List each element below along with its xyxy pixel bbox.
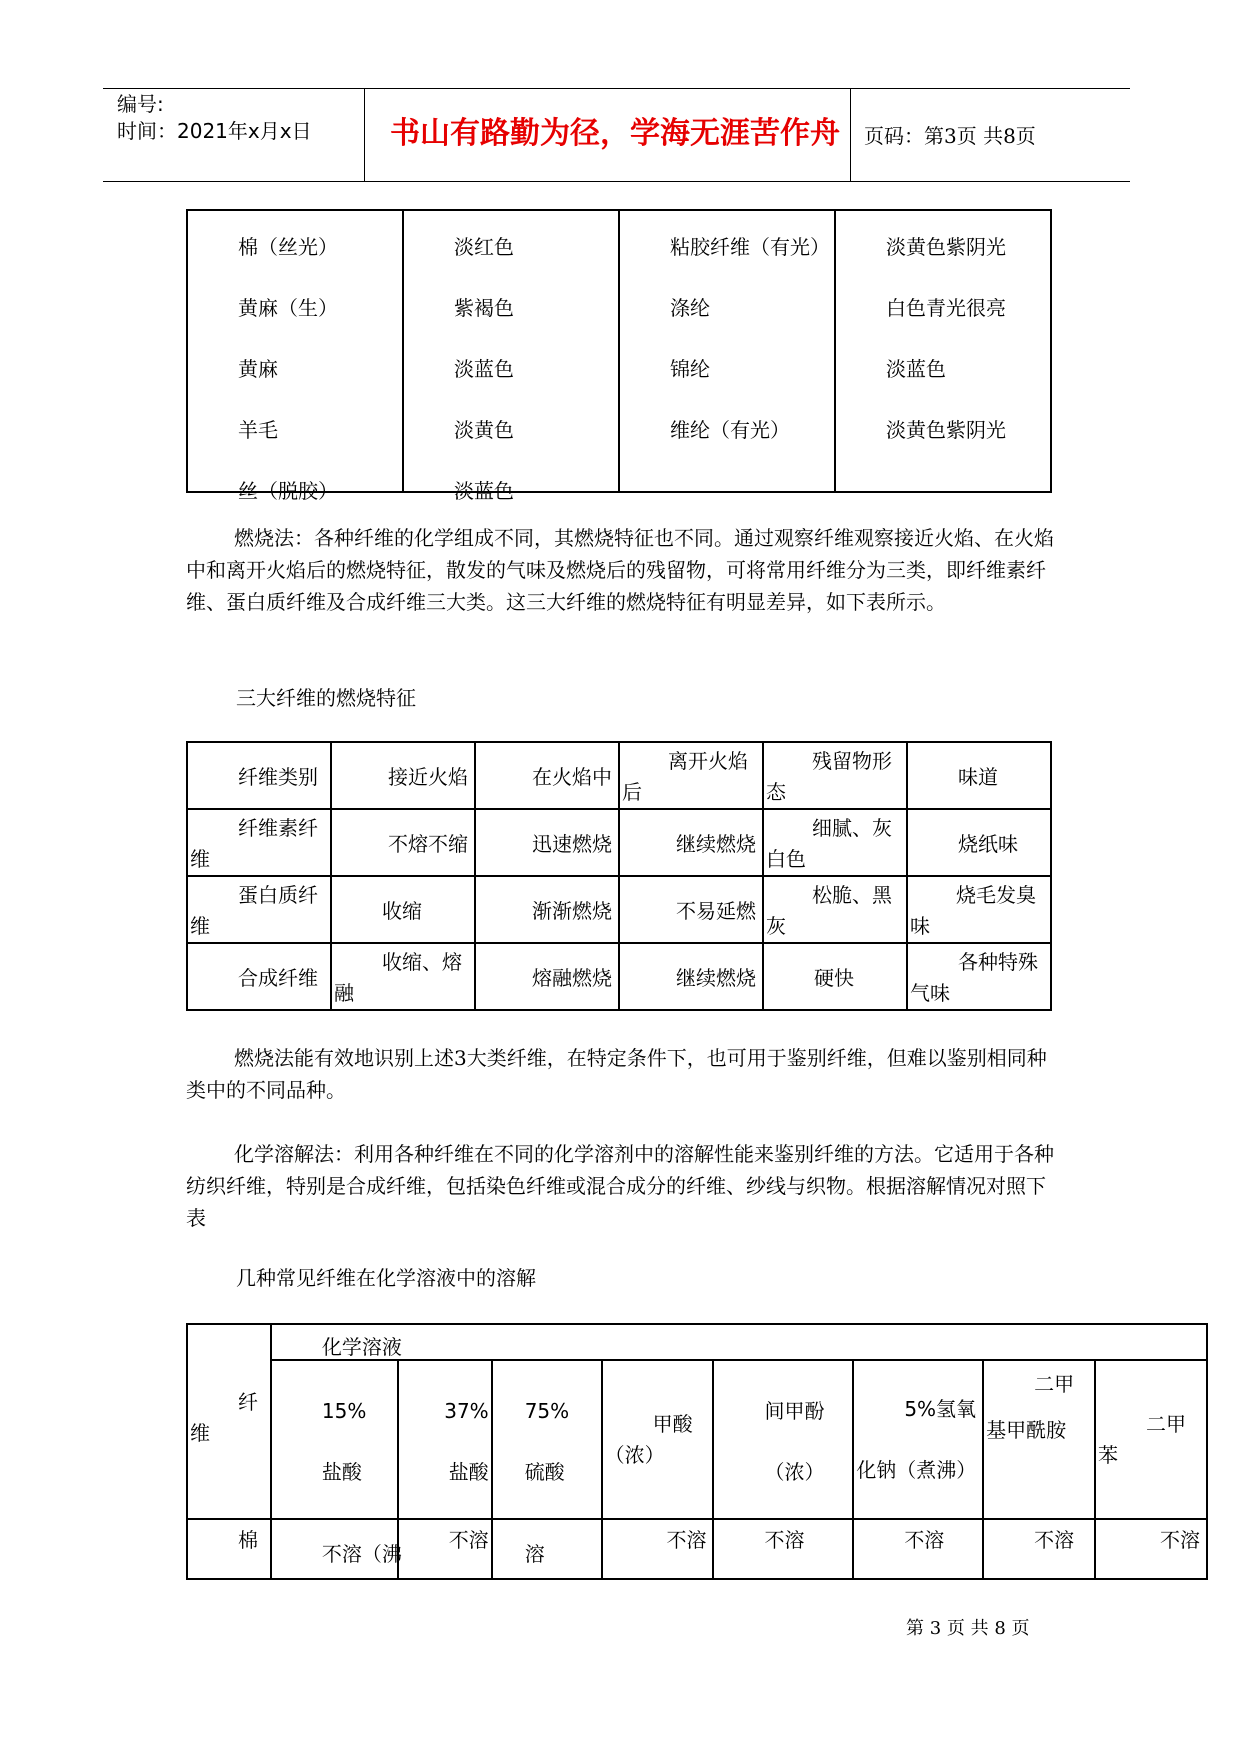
cell-text: 不溶 (764, 1528, 805, 1552)
table-cell (619, 809, 763, 876)
list-item: 淡红色 (454, 235, 514, 259)
paragraph-combustion-summary-text: 燃烧法能有效地识别上述3大类纤维，在特定条件下，也可用于鉴别纤维，但难以鉴别相同种类中的不同品种。 (186, 1046, 1047, 1102)
cell-text: 硬快 (814, 966, 854, 990)
list-item: 淡黄色紫阴光 (886, 235, 1006, 259)
table-header-cell (763, 742, 907, 809)
fluorescence-col3-list (670, 217, 830, 461)
cell-text: 棉 (238, 1528, 258, 1552)
table-cell (331, 809, 475, 876)
header-text: 接近火焰 (388, 765, 468, 789)
table-cell (331, 943, 475, 1010)
table-row (187, 1519, 1207, 1579)
solution-group-text: 化学溶液 (321, 1335, 402, 1359)
table-cell (853, 1519, 983, 1579)
solubility-table (186, 1323, 1208, 1580)
solution-text: 二甲苯 (1098, 1412, 1187, 1467)
cell-text: 继续燃烧 (676, 966, 756, 990)
table-header-row (187, 742, 1051, 809)
list-item: 粘胶纤维（有光） (670, 235, 830, 259)
cell-text: 细腻、灰白色 (766, 816, 892, 871)
list-item: 淡蓝色 (454, 357, 514, 381)
cell-text: 烧纸味 (958, 832, 1018, 856)
table-cell (475, 943, 619, 1010)
solution-header-cell (1095, 1360, 1207, 1519)
fluorescence-cell-col3 (619, 210, 835, 492)
solution-text: 二甲基甲酰胺 (986, 1372, 1075, 1442)
table-header-row (187, 1360, 1207, 1519)
table-cell (713, 1519, 853, 1579)
fluorescence-table (186, 209, 1052, 503)
header-text: 残留物形态 (766, 749, 892, 804)
table-header-cell (907, 742, 1051, 809)
table-cell (1095, 1519, 1207, 1579)
table-cell (619, 876, 763, 943)
table-cell (763, 876, 907, 943)
header-divider-right (850, 88, 851, 181)
cell-text: 收缩、熔融 (334, 950, 462, 1005)
list-item: 紫褐色 (454, 296, 514, 320)
solution-header-cell (853, 1360, 983, 1519)
table-header-cell (331, 742, 475, 809)
list-item: 丝（脱胶） (238, 479, 338, 503)
cell-text: 渐渐燃烧 (532, 899, 612, 923)
cell-text: 熔融燃烧 (532, 966, 612, 990)
paragraph-chemical (186, 1138, 1054, 1234)
table2-title: 三大纤维的燃烧特征 (236, 686, 416, 710)
list-item: 淡蓝色 (454, 479, 514, 503)
cell-text: 不溶 (448, 1528, 489, 1552)
paragraph-combustion (186, 522, 1054, 618)
table-cell (187, 943, 331, 1010)
cell-text: 继续燃烧 (676, 832, 756, 856)
header-time-label: 时间：2021年x月x日 (117, 119, 312, 143)
list-item: 淡蓝色 (886, 357, 946, 381)
list-item: 淡黄色 (454, 418, 514, 442)
cell-text: 溶 (524, 1542, 545, 1566)
header-text: 纤维类别 (238, 765, 318, 789)
header-top-rule (103, 88, 1130, 89)
table-cell (331, 876, 475, 943)
cell-text: 合成纤维 (238, 966, 318, 990)
list-item: 淡黄色紫阴光 (886, 418, 1006, 442)
list-item: 棉（丝光） (238, 235, 338, 259)
cell-text: 不易延燃 (676, 899, 756, 923)
table-header-cell (475, 742, 619, 809)
solution-header-cell (271, 1360, 398, 1519)
cell-text: 纤维素纤维 (190, 816, 318, 871)
fluorescence-col2-list (454, 217, 514, 522)
fluorescence-cell-col1 (187, 210, 403, 503)
table-cell (398, 1519, 492, 1579)
page-footer: 第 3 页 共 8 页 (906, 1618, 1030, 1639)
table-cell (492, 1519, 602, 1579)
table-cell (271, 1519, 402, 1579)
solution-header-cell (492, 1360, 602, 1519)
list-item: 涤纶 (670, 296, 710, 320)
fluorescence-col1-list (238, 217, 338, 522)
list-item: 维纶（有光） (670, 418, 790, 442)
cell-text: 烧毛发臭味 (910, 883, 1036, 938)
header-text: 味道 (958, 765, 998, 789)
header-motto: 书山有路勤为径，学海无涯苦作舟 (390, 116, 840, 151)
cell-text: 各种特殊气味 (910, 950, 1038, 1005)
solution-header-cell (602, 1360, 714, 1519)
solution-header-cell (713, 1360, 853, 1519)
table-row (187, 809, 1051, 876)
table-cell (602, 1519, 714, 1579)
fiber-header-cell (187, 1324, 271, 1519)
solution-text: 37%盐酸 (444, 1399, 489, 1484)
list-item: 白色青光很亮 (886, 296, 1006, 320)
table-cell (475, 876, 619, 943)
table-cell (763, 943, 907, 1010)
header-number-label: 编号: (117, 92, 164, 116)
solution-header-cell (983, 1360, 1095, 1519)
list-item: 锦纶 (670, 357, 710, 381)
header-text: 在火焰中 (532, 765, 612, 789)
table-cell (907, 943, 1051, 1010)
table-header-row (187, 1324, 1207, 1360)
fiber-header-text: 纤维 (190, 1390, 258, 1445)
table-cell (907, 876, 1051, 943)
cell-text: 不溶 (666, 1528, 707, 1552)
table-row (187, 876, 1051, 943)
table-cell (187, 809, 331, 876)
table-cell (619, 943, 763, 1010)
cell-text: 不溶 (1034, 1528, 1075, 1552)
solution-header-cell (398, 1360, 492, 1519)
cell-text: 不溶 (904, 1528, 945, 1552)
cell-text: 不溶（沸 (321, 1542, 402, 1566)
solution-text: 15%盐酸 (321, 1399, 367, 1484)
cell-text: 不熔不缩 (388, 832, 468, 856)
table-row (187, 943, 1051, 1010)
solution-text: 5%氢氧化钠（煮沸） (856, 1397, 977, 1482)
header-divider-left (364, 88, 365, 181)
header-page-label: 页码：第3页 共8页 (864, 124, 1036, 148)
fiber-cell (187, 1519, 271, 1579)
cell-text: 不溶 (1160, 1528, 1200, 1552)
list-item: 黄麻（生） (238, 296, 338, 320)
paragraph-combustion-summary (186, 1042, 1054, 1106)
solution-text: 间甲酚（浓） (764, 1399, 825, 1484)
cell-text: 蛋白质纤维 (190, 883, 318, 938)
header-text: 离开火焰后 (622, 749, 748, 804)
fluorescence-col4-list (886, 217, 1006, 461)
fluorescence-cell-col4 (835, 210, 1051, 492)
table3-title: 几种常见纤维在化学溶液中的溶解 (236, 1266, 536, 1290)
table-row (187, 210, 1051, 492)
solution-group-header (271, 1324, 1207, 1360)
table-cell (983, 1519, 1095, 1579)
header-bottom-rule (103, 181, 1130, 182)
cell-text: 松脆、黑灰 (766, 883, 892, 938)
cell-text: 收缩 (382, 899, 422, 923)
solution-text: 75%硫酸 (524, 1399, 570, 1484)
table-cell (475, 809, 619, 876)
combustion-table (186, 741, 1052, 1011)
fluorescence-cell-col2 (403, 210, 619, 503)
table-cell (907, 809, 1051, 876)
table-header-cell (187, 742, 331, 809)
list-item: 黄麻 (238, 357, 278, 381)
paragraph-combustion-text: 燃烧法：各种纤维的化学组成不同，其燃烧特征也不同。通过观察纤维观察接近火焰、在火焰中和离开火焰后的燃烧特征，散发的气味及燃烧后的残留物，可将常用纤维分为三类，即纤维素纤维、蛋白质纤维及合成纤维三大类。这三大纤维的燃烧特征有明显差异，如下表所示。 (186, 526, 1054, 614)
table-header-cell (619, 742, 763, 809)
cell-text: 迅速燃烧 (532, 832, 612, 856)
list-item: 羊毛 (238, 418, 278, 442)
table-cell (763, 809, 907, 876)
paragraph-chemical-text: 化学溶解法：利用各种纤维在不同的化学溶剂中的溶解性能来鉴别纤维的方法。它适用于各种纺织纤维，特别是合成纤维，包括染色纤维或混合成分的纤维、纱线与织物。根据溶解情况对照下表 (186, 1142, 1054, 1230)
solution-text: 甲酸（浓） (604, 1412, 693, 1467)
table-cell (187, 876, 331, 943)
